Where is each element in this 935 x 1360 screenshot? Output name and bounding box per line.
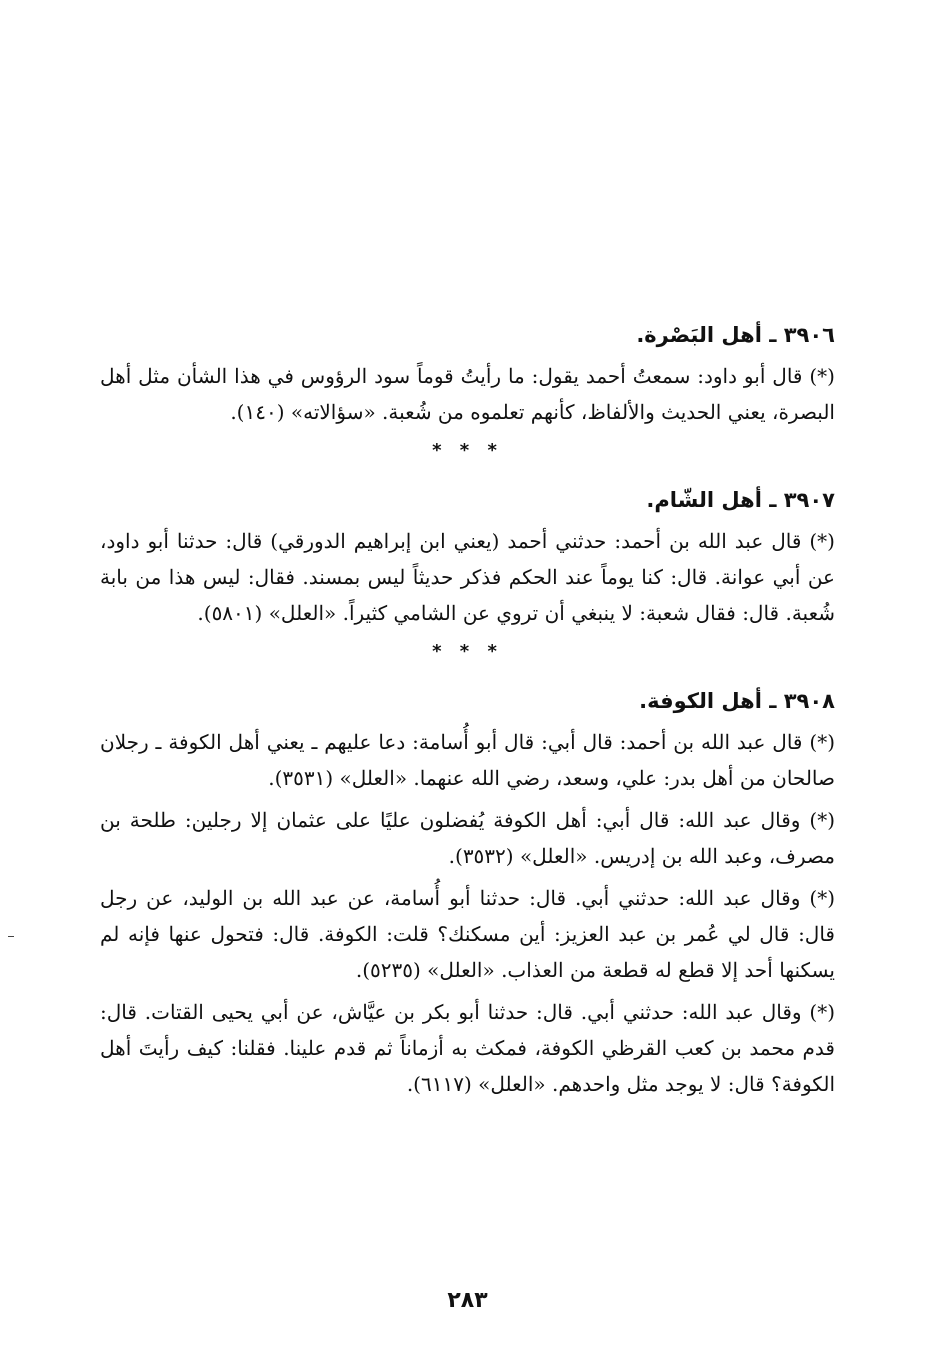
section-sham: [100, 483, 835, 631]
paragraph: (*) وقال عبد الله: حدثني أبي. قال: حدثنا أبو أُسامة، عن عبد الله بن الوليد، عن رجل قال: قال لي عُمر بن عبد العزيز: أين مسكنك؟ قلت: الكوفة. قال: فتحول عنها فإنه لم يسكنها أحد إلا قطع له قطعة من العذاب. «العلل» (٥٢٣٥).: [100, 886, 835, 982]
section-separator: * * *: [432, 641, 503, 662]
paragraph: (*) قال عبد الله بن أحمد: حدثني أحمد (يعني ابن إبراهيم الدورقي) قال: حدثنا أبو داود، عن أبي عوانة. قال: كنا يوماً عند الحكم فذكر حديثاً ليس بمسند. فقال: ليس هذا من بابة شُعبة. قال: فقال شعبة: لا ينبغي أن تروي عن الشامي كثيراً. «العلل» (٥٨٠١).: [100, 529, 835, 625]
section-basra: [100, 318, 835, 430]
section-heading: ٣٩٠٨ ـ أهل الكوفة.: [639, 689, 835, 713]
section-kufa: [100, 684, 835, 1102]
section-heading: ٣٩٠٦ ـ أهل البَصْرة.: [636, 323, 835, 347]
margin-mark: [8, 936, 14, 937]
paragraph: (*) قال أبو داود: سمعتُ أحمد يقول: ما رأيتُ قوماً سود الرؤوس في هذا الشأن مثل أهل البصرة، يعني الحديث والألفاظ، كأنهم تعلموه من شُعبة. «سؤالاته» (١٤٠).: [100, 364, 835, 424]
paragraph: (*) وقال عبد الله: قال أبي: أهل الكوفة يُفضلون عليًا على عثمان إلا رجلين: طلحة بن مصرف، وعبد الله بن إدريس. «العلل» (٣٥٣٢).: [100, 808, 835, 868]
section-heading: ٣٩٠٧ ـ أهل الشّام.: [646, 488, 835, 512]
paragraph: (*) قال عبد الله بن أحمد: قال أبي: قال أبو أُسامة: دعا عليهم ـ يعني أهل الكوفة ـ رجلان صالحان من أهل بدر: علي، وسعد، رضي الله عنهما. «العلل» (٣٥٣١).: [100, 730, 835, 790]
page-body: [100, 318, 835, 1108]
page-number: ٢٨٣: [447, 1288, 488, 1313]
paragraph: (*) وقال عبد الله: حدثني أبي. قال: حدثنا أبو بكر بن عيَّاش، عن أبي يحيى القتات. قال: قدم محمد بن كعب القرظي الكوفة، فمكث به أزماناً ثم قدم علينا. فقلنا: كيف رأيتَ أهل الكوفة؟ قال: لا يوجد مثل واحدهم. «العلل» (٦١١٧).: [100, 1000, 835, 1096]
section-separator: * * *: [432, 440, 503, 461]
